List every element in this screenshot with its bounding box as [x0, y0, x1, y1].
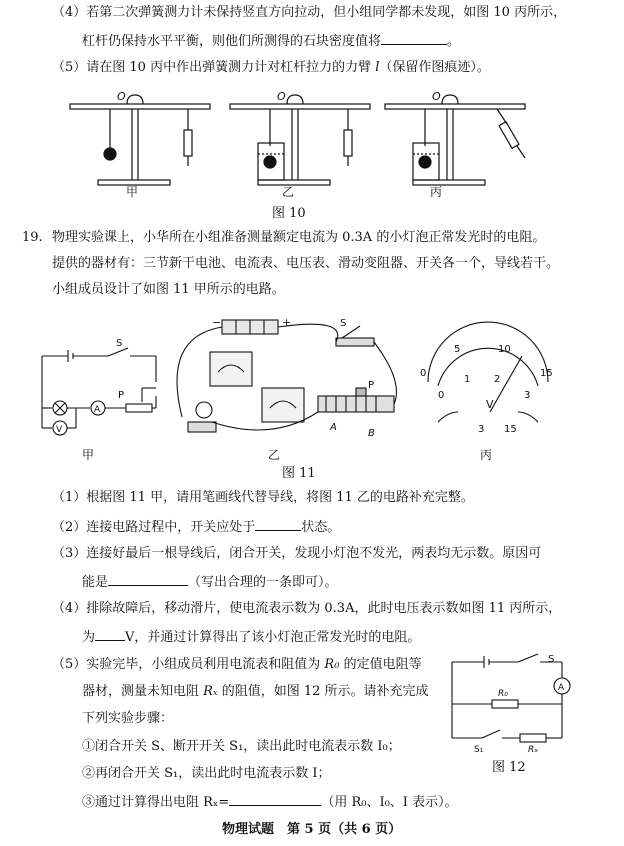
battery-plus-label: +: [282, 316, 292, 329]
pivot-label: O: [117, 90, 126, 103]
q19-part4-line1: （4）排除故障后，移动滑片，使电流表示数为 0.3A，此时电压表示数如图 11 丙所示，: [52, 601, 562, 616]
fig11-caption: 图 11: [282, 466, 316, 481]
q19-part3-line1: （3）连接好最后一根导线后，闭合开关，发现小灯泡不发光，两表均无示数。原因可: [52, 546, 542, 561]
fig12-switch-s1-label: S₁: [474, 745, 484, 754]
fig10-label-bing: 丙: [430, 185, 443, 199]
fig11-yi-switch-label: S: [340, 318, 347, 329]
q19-number: 19.: [22, 230, 43, 245]
figure-12: [444, 652, 584, 754]
fig11-jia-circuit: [42, 338, 156, 435]
battery-minus-label: −: [212, 316, 222, 329]
q19-part3-text: 能是: [82, 575, 109, 590]
dial-bottom-tick-0: 0: [438, 390, 445, 401]
answer-blank[interactable]: [381, 32, 447, 45]
q19-step1: ①闭合开关 S、断开开关 S₁，读出此时电流表示数 I₀；: [82, 739, 401, 754]
dial-bottom-tick-1: 1: [464, 374, 471, 385]
q18-part5-tail: （保留作图痕迹）。: [379, 60, 490, 75]
fig12-caption: 图 12: [492, 760, 526, 775]
q18-part4-line1: （4）若第二次弹簧测力计未保持竖直方向拉动，但小组同学都未发现，如图 10 丙所示，: [52, 5, 567, 20]
q18-part4-text: 杠杆仍保持水平平衡，则他们所测得的石块密度值将: [82, 34, 382, 49]
q19-part5-text-b: 的定值电阻等: [343, 657, 422, 672]
dial-terminal-3: 3: [478, 424, 485, 435]
fig10-label-jia: 甲: [126, 185, 139, 199]
dial-bottom-tick-2: 2: [494, 374, 501, 385]
q19-part5-line2: [82, 684, 429, 700]
fig11-jia-ammeter-label: A: [94, 405, 101, 415]
fig11-jia-slider-label: P: [118, 390, 125, 401]
answer-blank[interactable]: [95, 628, 125, 641]
q18-part5-line: [52, 60, 490, 76]
q19-part4-text: 为: [82, 630, 96, 645]
page-footer: 物理试题 第 5 页（共 6 页）: [222, 822, 402, 837]
fig11-bing-voltmeter-dial: [420, 322, 553, 435]
q19-step3: [82, 793, 458, 811]
q18-part4-tail: 。: [447, 34, 461, 49]
q19-part5-line1: [52, 657, 422, 673]
dial-top-tick-5: 5: [454, 344, 461, 355]
dial-unit-label: V: [486, 398, 494, 411]
fig12-r0-label: R₀: [498, 689, 508, 699]
fig11-jia-voltmeter-label: V: [56, 425, 63, 435]
q19-part5-line3: 下列实验步骤：: [82, 711, 174, 726]
q19-part2-tail: 状态。: [301, 520, 341, 535]
answer-blank[interactable]: [255, 518, 301, 531]
fig11-label-jia: 甲: [82, 448, 95, 462]
rx-symbol: Rₓ: [203, 684, 218, 699]
pivot-label: O: [277, 90, 286, 103]
q19-part1: （1）根据图 11 甲，请用笔画线代替导线，将图 11 乙的电路补充完整。: [52, 490, 474, 505]
q19-step3-text: ③通过计算得出电阻 Rₓ=: [82, 795, 230, 810]
q19-part3-line2: [82, 573, 338, 591]
fig12-ammeter-label: A: [558, 683, 565, 693]
q19-part3-tail: （写出合理的一条即可）。: [188, 575, 338, 590]
q19-part5-text: （5）实验完毕，小组成员利用电流表和阻值为: [52, 657, 321, 672]
q19-part4-tail: V，并通过计算得出了该小灯泡正常发光时的电阻。: [125, 630, 421, 645]
fig12-switch-s-label: S: [548, 654, 555, 665]
q19-step2: ②再闭合开关 S₁，读出此时电流表示数 I；: [82, 766, 331, 781]
answer-blank[interactable]: [229, 793, 321, 806]
dial-top-tick-10: 10: [498, 344, 511, 355]
rheostat-slider-label: P: [368, 380, 375, 391]
rheostat-terminal-a: A: [330, 422, 337, 433]
fig11-label-bing: 丙: [480, 448, 493, 462]
rheostat-terminal-b: B: [368, 428, 375, 439]
q19-intro-line3: 小组成员设计了如图 11 甲所示的电路。: [52, 282, 285, 297]
fig10-bing: [385, 90, 525, 185]
fig12-rx-label: Rₓ: [528, 745, 539, 754]
q19-part5-text2-b: 的阻值，如图 12 所示。请补充完成: [221, 684, 429, 699]
fig11-yi-apparatus: [177, 316, 397, 439]
r0-symbol: R₀: [324, 657, 340, 672]
answer-blank[interactable]: [108, 573, 188, 586]
q19-intro-line1: 物理实验课上，小华所在小组准备测量额定电流为 0.3A 的小灯泡正常发光时的电阻。: [52, 230, 546, 245]
figure-11: [38, 312, 598, 462]
fig11-jia-switch-label: S: [116, 338, 123, 349]
dial-top-tick-15: 15: [540, 368, 553, 379]
fig10-caption: 图 10: [272, 206, 306, 221]
q19-part4-line2: [82, 628, 420, 646]
q19-intro-line2: 提供的器材有：三节新干电池、电流表、电压表、滑动变阻器、开关各一个，导线若干。: [52, 256, 560, 271]
figure-10: [60, 88, 540, 198]
q18-part4-line2: [82, 32, 460, 50]
dial-bottom-tick-3: 3: [524, 390, 531, 401]
pivot-label: O: [432, 90, 441, 103]
fig10-yi: [230, 90, 370, 185]
dial-terminal-15: 15: [504, 424, 517, 435]
q19-part2-text: （2）连接电路过程中，开关应处于: [52, 520, 256, 535]
fig10-jia: [70, 90, 210, 185]
q19-part5-text2: 器材，测量未知电阻: [82, 684, 200, 699]
dial-top-tick-0: 0: [420, 368, 427, 379]
q19-part2: [52, 518, 340, 536]
lever-arm-symbol: l: [375, 60, 380, 75]
q19-step3-tail: （用 R₀、I₀、I 表示）。: [321, 795, 458, 810]
fig10-label-yi: 乙: [282, 185, 295, 199]
q18-part5-text: （5）请在图 10 丙中作出弹簧测力计对杠杆拉力的力臂: [52, 60, 372, 75]
fig11-label-yi: 乙: [268, 448, 281, 462]
